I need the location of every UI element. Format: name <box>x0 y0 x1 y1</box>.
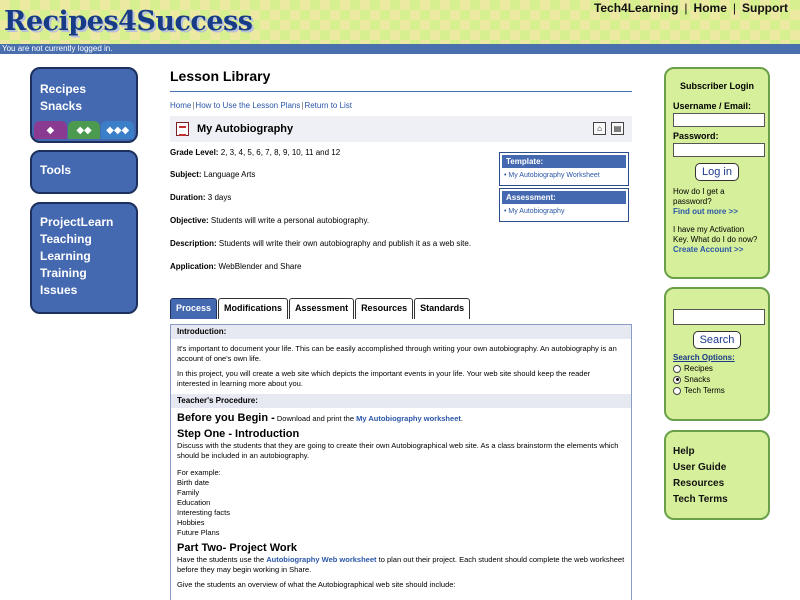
teacher-procedure-header: Teacher's Procedure: <box>171 394 631 408</box>
nav-snacks[interactable]: Snacks <box>40 99 83 113</box>
tab-resources[interactable]: Resources <box>355 298 413 319</box>
search-option-techterms[interactable]: Tech Terms <box>673 386 761 395</box>
example-label: For example: <box>177 468 221 477</box>
intro-header: Introduction: <box>171 325 631 339</box>
lesson-actions <box>593 122 624 135</box>
meta-grade: Grade Level: 2, 3, 4, 5, 6, 7, 8, 9, 10, 11 and 12 <box>170 148 341 157</box>
username-input[interactable] <box>673 113 765 127</box>
tab-process[interactable]: Process <box>170 298 217 319</box>
assessment-link[interactable]: My Autobiography <box>508 208 565 215</box>
list-item: Future Plans <box>177 528 220 537</box>
breadcrumb-home[interactable]: Home <box>170 101 192 110</box>
assessment-item: • My Autobiography <box>504 208 565 215</box>
password-input[interactable] <box>673 143 765 157</box>
breadcrumb-return[interactable]: Return to List <box>304 101 353 110</box>
radio-icon[interactable] <box>673 387 681 395</box>
login-button[interactable]: Log in <box>695 163 739 181</box>
double-diamond-icon[interactable]: ◆◆ <box>68 121 101 139</box>
login-panel <box>664 67 770 279</box>
template-link[interactable]: My Autobiography Worksheet <box>508 172 600 179</box>
list-item: Interesting facts <box>177 508 230 517</box>
lesson-title-bar <box>170 116 632 142</box>
breadcrumb-separator: | <box>192 101 195 110</box>
category-tabs <box>34 121 134 139</box>
tab-modifications[interactable]: Modifications <box>218 298 288 319</box>
home-icon[interactable]: ⌂ <box>593 122 606 135</box>
part-two-heading: Part Two- Project Work <box>177 542 298 554</box>
site-logo[interactable]: Recipes4Success <box>4 6 253 37</box>
list-item: Education <box>177 498 211 507</box>
page-title: Lesson Library <box>170 68 632 92</box>
template-header: Template: <box>502 155 626 168</box>
meta-objective: Objective: Students will write a personal autobiography. <box>170 216 370 225</box>
help-panel <box>664 430 770 520</box>
search-input[interactable] <box>673 309 765 325</box>
resources-link[interactable]: Resources <box>673 478 725 489</box>
breadcrumb-separator: | <box>301 101 304 110</box>
meta-subject: Subject: Language Arts <box>170 170 256 179</box>
tech-terms-link[interactable]: Tech Terms <box>673 494 728 505</box>
nav-tools[interactable]: Tools <box>40 163 72 177</box>
worksheet-link[interactable]: My Autobiography worksheet <box>356 414 461 423</box>
intro-paragraph-1: It's important to document your life. This can be easily accomplished through writing your own autobiography. An autobiography is an account of one's own life. <box>177 344 617 363</box>
lesson-title: My Autobiography <box>197 123 294 135</box>
nav-issues[interactable]: Issues <box>40 283 78 297</box>
search-panel <box>664 287 770 421</box>
help-link[interactable]: Help <box>673 446 695 457</box>
assessment-box <box>499 188 629 222</box>
search-option-recipes[interactable]: Recipes <box>673 364 761 373</box>
site-header <box>0 0 800 54</box>
list-item: Family <box>177 488 200 497</box>
search-button[interactable]: Search <box>693 331 741 349</box>
assessment-header: Assessment: <box>502 191 626 204</box>
save-icon[interactable]: ▤ <box>611 122 624 135</box>
meta-duration: Duration: 3 days <box>170 193 232 202</box>
meta-description: Description: Students will write their own autobiography and publish it as a web site. <box>170 239 472 248</box>
nav-box-projectlearn <box>30 202 138 314</box>
nav-tech4learning[interactable]: Tech4Learning <box>593 1 679 15</box>
list-item: Birth date <box>177 478 210 487</box>
nav-projectlearn[interactable]: ProjectLearn <box>40 215 114 229</box>
user-guide-link[interactable]: User Guide <box>673 462 727 473</box>
nav-separator: | <box>684 1 688 15</box>
nav-learning[interactable]: Learning <box>40 249 91 263</box>
before-begin: Before you Begin - Download and print the My Autobiography worksheet. <box>177 412 463 424</box>
diamond-icon[interactable]: ◆ <box>34 121 67 139</box>
top-nav <box>588 1 794 15</box>
part-two-text: Have the students use the Autobiography Web worksheet to plan out their project. Each student should complete the web worksheet before they may begin working in Share. <box>177 555 625 574</box>
login-header: Subscriber Login <box>679 81 754 91</box>
process-panel <box>170 324 632 600</box>
web-worksheet-link[interactable]: Autobiography Web worksheet <box>266 555 377 564</box>
nav-separator: | <box>732 1 736 15</box>
step-one-heading: Step One - Introduction <box>177 428 300 440</box>
template-box <box>499 152 629 186</box>
nav-training[interactable]: Training <box>40 266 87 280</box>
password-help-text: How do I get a password? <box>673 187 725 206</box>
nav-home[interactable]: Home <box>693 1 727 15</box>
tab-assessment[interactable]: Assessment <box>289 298 354 319</box>
meta-application: Application: WebBlender and Share <box>170 262 302 271</box>
radio-icon[interactable] <box>673 365 681 373</box>
part-two-overview: Give the students an overview of what the Autobiographical web site should include: <box>177 580 456 589</box>
lesson-doc-icon <box>176 122 189 136</box>
intro-paragraph-2: In this project, you will create a web site which depicts the important events in your life. Your web site should keep the reader interested in learning more about you. <box>177 369 591 388</box>
activation-text: I have my Activation Key. What do I do now? <box>673 225 758 244</box>
nav-box-tools <box>30 150 138 194</box>
username-label: Username / Email: <box>673 101 752 111</box>
breadcrumb <box>170 101 632 110</box>
find-out-more-link[interactable]: Find out more >> <box>673 207 738 216</box>
example-list <box>177 468 625 538</box>
breadcrumb-howto[interactable]: How to Use the Lesson Plans <box>195 101 301 110</box>
template-item: • My Autobiography Worksheet <box>504 172 600 179</box>
nav-teaching[interactable]: Teaching <box>40 232 92 246</box>
before-begin-heading: Before you Begin - <box>177 412 275 424</box>
nav-support[interactable]: Support <box>742 1 788 15</box>
tab-standards[interactable]: Standards <box>414 298 470 319</box>
step-one-text: Discuss with the students that they are going to create their own Autobiographical web site. As a class brainstorm the elements which should be included in an autobiography. <box>177 441 619 460</box>
lesson-tabs <box>170 298 470 319</box>
nav-recipes[interactable]: Recipes <box>40 82 87 96</box>
create-account-link[interactable]: Create Account >> <box>673 245 744 254</box>
search-options-label: Search Options: <box>673 353 735 362</box>
radio-selected-icon[interactable] <box>673 376 681 384</box>
nav-box-recipes <box>30 67 138 143</box>
password-label: Password: <box>673 131 719 141</box>
main-content <box>170 68 632 589</box>
login-status: You are not currently logged in. <box>0 44 800 54</box>
triple-diamond-icon[interactable]: ◆◆◆ <box>101 121 134 139</box>
before-begin-text: Download and print the <box>276 414 355 423</box>
list-item: Hobbies <box>177 518 205 527</box>
search-option-snacks[interactable]: Snacks <box>673 375 761 384</box>
